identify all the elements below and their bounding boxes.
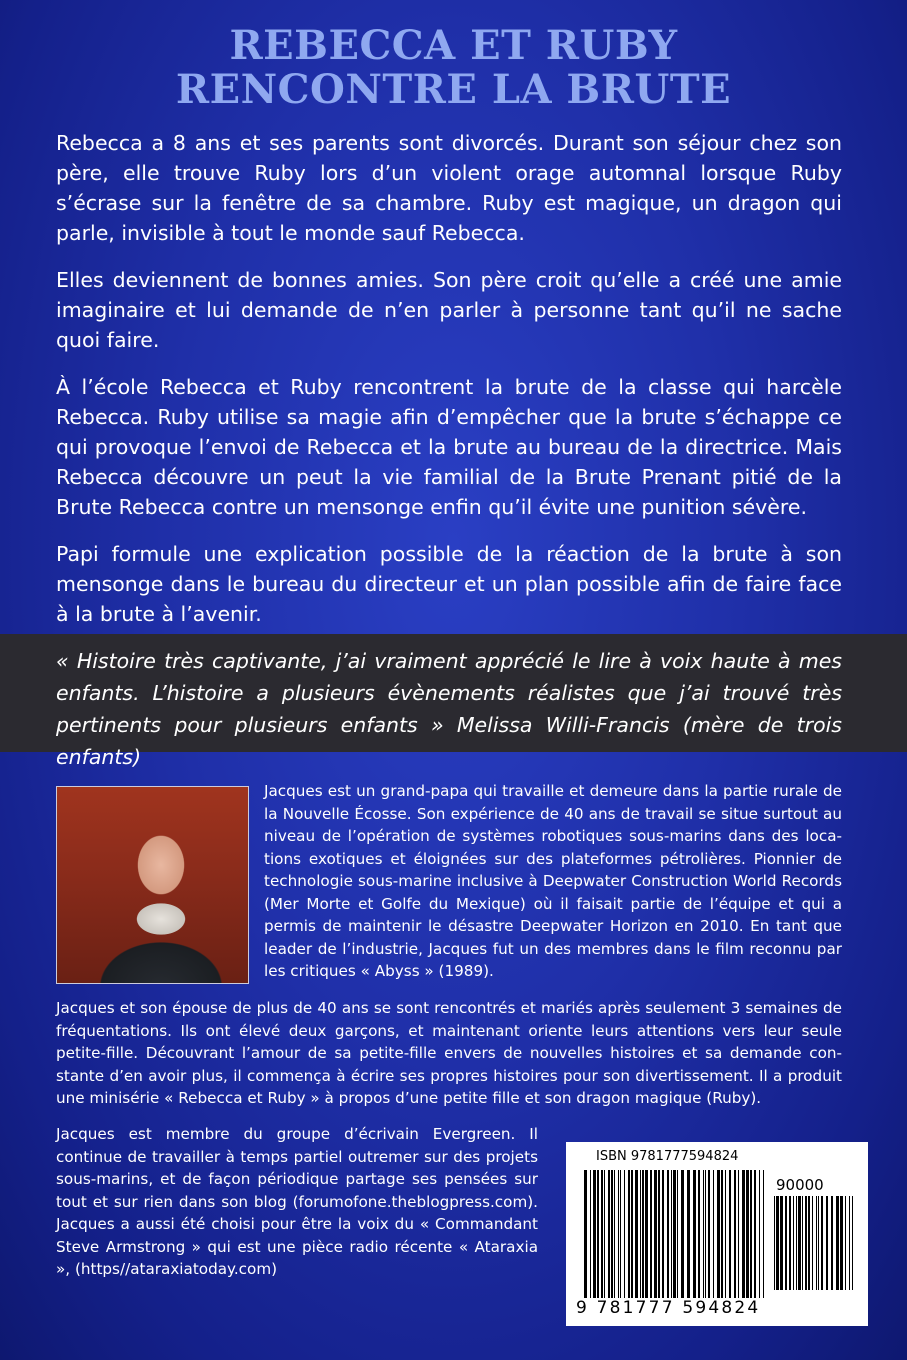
barcode-bar [584,1170,587,1298]
barcode-bar [852,1196,853,1290]
barcode-bar [780,1196,783,1290]
barcode-bar [729,1170,731,1298]
barcode-bar [750,1170,752,1298]
barcode-bar [840,1196,843,1290]
barcode-bar [677,1170,678,1298]
barcode-bar [635,1170,638,1298]
barcode-bar [624,1170,625,1298]
barcode-bar [721,1170,723,1298]
barcode-bar [614,1170,615,1298]
title-line-2: RENCONTRE LA BRUTE [175,66,732,113]
barcode-bar [650,1170,652,1298]
synopsis-paragraph-2: Elles deviennent de bonnes amies. Son père croit qu’elle a créé une amie imaginaire et lui demande de n’en parler à personne tant qu’il ne sache quoi faire. [56,268,842,352]
barcode-bar [793,1196,794,1290]
barcode-bar [645,1170,648,1298]
barcode-bar [831,1196,833,1290]
barcode-bar [821,1196,823,1290]
price-code: 90000 [776,1176,824,1194]
barcode-bar [604,1170,605,1298]
barcode-bar [789,1196,791,1290]
barcode-bar [693,1170,696,1298]
book-title [0,24,907,112]
synopsis-paragraph-3: À l’école Rebecca et Ruby rencontrent la brute de la classe qui harcèle Rebecca. Ruby utilise sa magie afin d’empêcher que la brute s’échappe ce qui provoque l’envoi de Rebecca et la brute au bureau de la directrice. Mais Rebecca découvre un peut la vie familial de la Brute Prenant pitié de la Brute Rebecca contre un mensonge enfin qu’il évite une punition sévère. [56,375,842,519]
barcode-bar [593,1170,596,1298]
barcode-bar [818,1196,819,1290]
barcode-bar [796,1196,797,1290]
barcode-bar [746,1170,749,1298]
barcode-bar [713,1170,714,1298]
barcode-bar [662,1170,664,1298]
barcode-bar [816,1196,817,1290]
barcode-bar [754,1170,756,1298]
barcode-bar [642,1170,644,1298]
barcode-bar [734,1170,736,1298]
barcode-bar [628,1170,630,1298]
barcode-bar [611,1170,613,1298]
barcode-bar [667,1170,669,1298]
barcode-bar [738,1170,739,1298]
barcode-bar [705,1170,706,1298]
barcode-bar [845,1196,846,1290]
barcode-bar [640,1170,641,1298]
barcode-bar [654,1170,657,1298]
barcode-bar [681,1170,684,1298]
barcode-bar [849,1196,850,1290]
synopsis-paragraph-4: Papi formule une explication possible de la réaction de la brute à son mensonge dans le bureau du directeur et un plan possible afin de faire face à la brute à l’avenir. [56,542,842,626]
barcode-bar [836,1196,839,1290]
barcode-bar [826,1196,828,1290]
barcode-bar [742,1170,745,1298]
barcode-bar [698,1170,700,1298]
synopsis-paragraph-1: Rebecca a 8 ans et ses parents sont divorcés. Durant son séjour chez son père, elle trouve Ruby lors d’un violent orage automnal lorsque Ruby s’écrase sur la fenêtre de sa chambre. Ruby est magique, un dragon qui parle, invisible à tout le monde sauf Rebecca. [56,131,842,245]
barcode-bar [608,1170,610,1298]
isbn-barcode [566,1142,868,1326]
isbn-label: ISBN 9781777594824 [596,1149,739,1164]
barcode-bar [725,1170,726,1298]
barcode-bar [597,1170,599,1298]
barcode-bar [618,1170,619,1298]
synopsis [56,128,842,646]
barcode-bar [703,1170,704,1298]
author-bio-paragraph-3: Jacques est membre du groupe d’écrivain Evergreen. Il continue de travailler à temps partiel outremer sur des projets sous-marins, et de façon périodique partage ses pensées sur tout et sur rien dans son blog (forumofone.theblogpress.com). Jacques a aussi été choisi pour être la voix du « Commandant Steve Armstrong » qui est une pièce radio récente « Ataraxia », (https//ataraxiatoday.com) [56,1125,538,1278]
barcode-bar [812,1196,813,1290]
barcode-bar [601,1170,603,1298]
barcode-bar [776,1196,779,1290]
barcode-bar [774,1196,775,1290]
barcode-bar [671,1170,672,1298]
author-photo [56,786,249,984]
barcode-bar [658,1170,660,1298]
title-line-1: REBECCA ET RUBY [229,22,678,69]
barcode-bar [620,1170,621,1298]
testimonial-quote: « Histoire très captivante, j’ai vraiment apprécié le lire à voix haute à mes enfants. L’histoire a plusieurs évènements réalistes que j’ai trouvé très pertinents pour plusieurs enfants » Melissa Willi-Francis (mère de trois enfants) [56,649,842,769]
barcode-bar [798,1196,801,1290]
isbn-digits: 9 781777 594824 [576,1298,761,1318]
barcode-bar [802,1196,803,1290]
barcode-bar [687,1170,690,1298]
barcode-bar [590,1170,591,1298]
barcode-bar [631,1170,633,1298]
barcode-bar [785,1196,787,1290]
barcode-bar [708,1170,710,1298]
barcode-bar [763,1170,764,1298]
author-bio-paragraph-2: Jacques et son épouse de plus de 40 ans se sont rencontrés et mariés après seulement 3 semaines de fréquentations. Ils ont élevé deux garçons, et maintenant oriente leurs attentions vers leur seule petite-fille. Découvrant l’amour de sa petite-fille envers de nouvelles histoires et sa demande constante d’en avoir plus, il commença à écrire ses propres histoires pour son divertissement. Il a produit une minisérie « Rebecca et Ruby » à propos d’une petite fille et son dragon magique (Ruby). [56,999,842,1107]
barcode-bars [584,1170,764,1298]
barcode-bar [717,1170,720,1298]
barcode-bar [805,1196,807,1290]
barcode-bar [673,1170,676,1298]
addon-barcode-bars [774,1196,854,1290]
author-bio-paragraph-1: Jacques est un grand-papa qui travaille et demeure dans la partie rurale de la Nouvelle Écosse. Son expérience de 40 ans de travail se situe surtout au niveau de l’opération de systèmes robotiques sous-marins dans des locations exotiques et éloignées sur des plateformes pétrolières. Pionnier de technologie sous-marine inclusive à Deepwater Construction World Records (Mer Morte et Golfe du Mexique) où il faisait partie de l’équipe et qui a permis de maintenir le désastre Deepwater Horizon en 2010. En tant que leader de l’industrie, Jacques fut un des membres dans le film reconnu par les critiques « Abyss » (1989). [264,782,842,980]
barcode-bar [759,1170,760,1298]
barcode-bar [808,1196,810,1290]
